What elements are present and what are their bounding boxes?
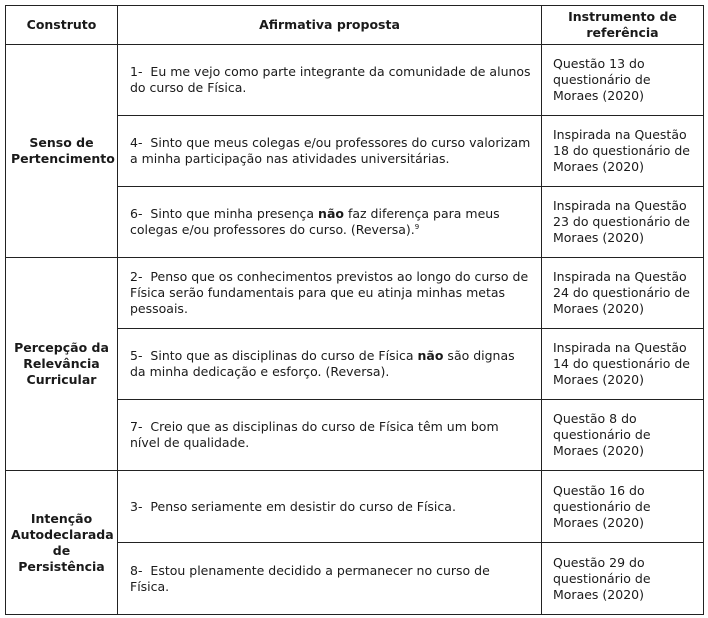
statement-cell bbox=[118, 45, 542, 116]
statement-text: Estou plenamente decidido a permanecer no curso de Física. bbox=[130, 562, 490, 594]
statement-text: Sinto que minha presença bbox=[150, 206, 319, 221]
statement-text-cont: faz diferença para meus colegas e/ou professores do curso. (Reversa). bbox=[130, 206, 500, 237]
item-number: 7- bbox=[130, 419, 143, 434]
statement-cell bbox=[118, 329, 542, 400]
construct-label: Senso de Pertencimento bbox=[6, 45, 118, 258]
statement-cell bbox=[118, 471, 542, 543]
statement-text: Creio que as disciplinas do curso de Física têm um bom nível de qualidade. bbox=[130, 419, 499, 450]
item-number: 5- bbox=[130, 348, 143, 363]
reference-cell: Questão 13 do questionário de Moraes (2020) bbox=[542, 45, 704, 116]
table-row bbox=[6, 471, 704, 543]
item-number: 3- bbox=[130, 498, 143, 514]
statement-cell bbox=[118, 400, 542, 471]
emphasis-text: não bbox=[417, 348, 444, 363]
statement-text: Penso seriamente em desistir do curso de Física. bbox=[150, 498, 456, 514]
reference-cell: Questão 29 do questionário de Moraes (2020) bbox=[542, 543, 704, 615]
item-number: 1- bbox=[130, 64, 143, 79]
reference-cell: Inspirada na Questão 14 do questionário de Moraes (2020) bbox=[542, 329, 704, 400]
emphasis-text: não bbox=[318, 206, 344, 221]
item-number: 6- bbox=[130, 206, 143, 221]
item-number: 4- bbox=[130, 135, 143, 150]
table-row bbox=[6, 45, 704, 116]
statement-cell bbox=[118, 187, 542, 258]
reference-cell: Questão 16 do questionário de Moraes (2020) bbox=[542, 471, 704, 543]
statement-text-cont: são dignas da minha dedicação e esforço. (Reversa). bbox=[130, 348, 515, 379]
statement-cell bbox=[118, 543, 542, 615]
statement-text: Penso que os conhecimentos previstos ao longo do curso de Física serão fundamentais para que eu atinja minhas metas pessoais. bbox=[130, 269, 529, 316]
construct-label: Percepção da Relevância Curricular bbox=[6, 258, 118, 471]
table-row bbox=[6, 258, 704, 329]
item-number: 2- bbox=[130, 269, 143, 284]
header-statement: Afirmativa proposta bbox=[118, 6, 542, 45]
header-construct: Construto bbox=[6, 6, 118, 45]
statement-text: Sinto que meus colegas e/ou professores do curso valorizam a minha participação nas atividades universitárias. bbox=[130, 135, 531, 166]
statement-text: Sinto que as disciplinas do curso de Física bbox=[150, 348, 418, 363]
statement-text: Eu me vejo como parte integrante da comunidade de alunos do curso de Física. bbox=[130, 64, 531, 95]
item-number: 8- bbox=[130, 562, 143, 578]
statement-cell bbox=[118, 258, 542, 329]
statement-cell bbox=[118, 116, 542, 187]
header-row bbox=[6, 6, 704, 45]
reference-cell: Questão 8 do questionário de Moraes (2020) bbox=[542, 400, 704, 471]
construct-label: Intenção Autodeclarada de Persistência bbox=[6, 471, 118, 615]
header-reference: Instrumento de referência bbox=[542, 6, 704, 45]
reference-cell: Inspirada na Questão 24 do questionário de Moraes (2020) bbox=[542, 258, 704, 329]
reference-cell: Inspirada na Questão 23 do questionário de Moraes (2020) bbox=[542, 187, 704, 258]
construct-table bbox=[5, 5, 704, 615]
footnote-marker: 9 bbox=[414, 222, 420, 231]
reference-cell: Inspirada na Questão 18 do questionário de Moraes (2020) bbox=[542, 116, 704, 187]
